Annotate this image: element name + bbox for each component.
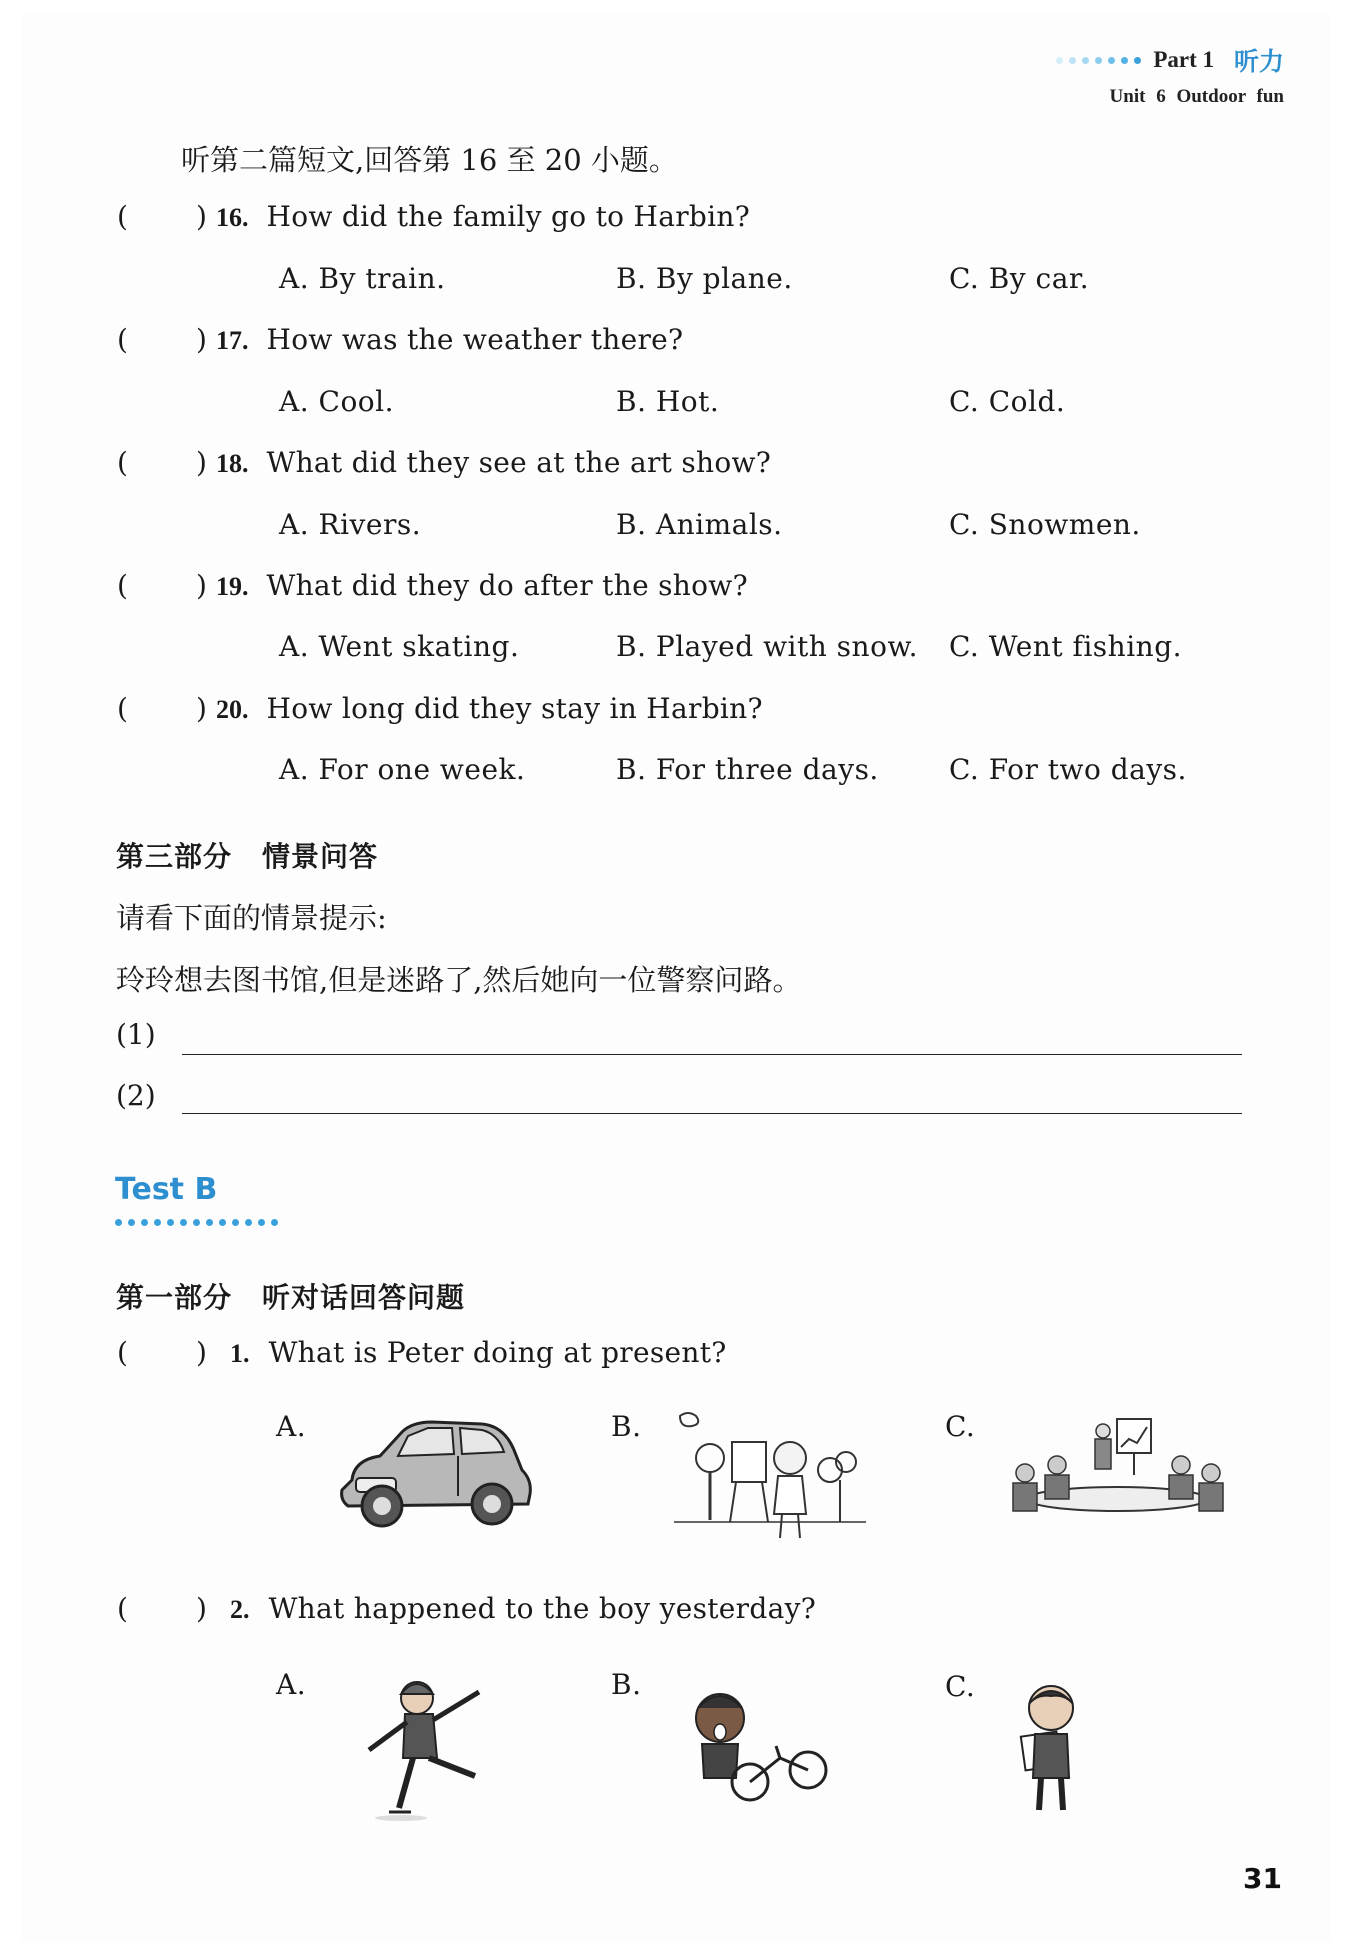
question-number: 16. bbox=[216, 203, 249, 232]
option-c[interactable]: C. Went fishing. bbox=[949, 630, 1183, 663]
option-b[interactable]: B. By plane. bbox=[616, 262, 793, 295]
answer-line-2[interactable] bbox=[182, 1113, 1242, 1114]
option-a[interactable]: A. Rivers. bbox=[279, 508, 422, 541]
option-c[interactable]: C. Snowmen. bbox=[949, 508, 1141, 541]
question-number: 18. bbox=[216, 449, 249, 478]
painting-picture[interactable] bbox=[670, 1410, 870, 1550]
header-section: 听力 bbox=[1233, 47, 1284, 76]
test-b-part1-label: 第一部分 bbox=[116, 1281, 233, 1314]
test-b-part1-heading bbox=[116, 1276, 465, 1316]
option-label-a: A. bbox=[276, 1668, 307, 1701]
question-17 bbox=[216, 323, 683, 356]
test-b-title: Test B bbox=[115, 1172, 218, 1207]
header-unit bbox=[1056, 86, 1284, 108]
page-header bbox=[1056, 42, 1284, 108]
question-16 bbox=[216, 200, 750, 233]
option-c[interactable]: C. For two days. bbox=[949, 753, 1187, 786]
reading-boy-picture[interactable] bbox=[1005, 1678, 1095, 1818]
option-label-b: B. bbox=[611, 1668, 642, 1701]
question-text: How was the weather there? bbox=[266, 323, 684, 356]
option-label-c: C. bbox=[945, 1410, 976, 1443]
car-picture[interactable] bbox=[332, 1410, 542, 1530]
option-a[interactable]: A. For one week. bbox=[279, 753, 526, 786]
part3-prompt: 请看下面的情景提示: bbox=[116, 901, 387, 935]
question-19 bbox=[216, 569, 748, 602]
answer-bracket[interactable]: ( ) bbox=[117, 569, 207, 602]
question-text: What happened to the boy yesterday? bbox=[268, 1592, 817, 1625]
question-text: What is Peter doing at present? bbox=[268, 1336, 727, 1369]
option-label-c: C. bbox=[945, 1670, 976, 1703]
option-label-a: A. bbox=[276, 1410, 307, 1443]
answer-bracket[interactable]: ( ) bbox=[117, 1336, 207, 1369]
bike-fall-picture[interactable] bbox=[680, 1678, 830, 1818]
option-label-b: B. bbox=[611, 1410, 642, 1443]
question-text: What did they do after the show? bbox=[266, 569, 748, 602]
blank-label-1: (1) bbox=[116, 1018, 156, 1051]
question-20 bbox=[216, 692, 763, 725]
test-b-part1-title: 听对话回答问题 bbox=[262, 1281, 466, 1314]
blank-label-2: (2) bbox=[116, 1079, 156, 1112]
page-number: 31 bbox=[1243, 1862, 1282, 1895]
test-b-q1 bbox=[230, 1336, 727, 1369]
unit-title: Outdoor fun bbox=[1176, 86, 1284, 107]
question-number: 2. bbox=[230, 1595, 250, 1624]
question-number: 19. bbox=[216, 572, 249, 601]
skating-boy-picture[interactable] bbox=[355, 1672, 495, 1822]
answer-line-1[interactable] bbox=[182, 1054, 1242, 1055]
part3-scenario: 玲玲想去图书馆,但是迷路了,然后她向一位警察问路。 bbox=[116, 963, 802, 997]
option-a[interactable]: A. By train. bbox=[279, 262, 446, 295]
option-a[interactable]: A. Cool. bbox=[279, 385, 395, 418]
question-number: 20. bbox=[216, 695, 249, 724]
option-b[interactable]: B. Hot. bbox=[616, 385, 720, 418]
part3-label: 第三部分 bbox=[116, 840, 233, 873]
unit-number: Unit 6 bbox=[1109, 86, 1166, 107]
question-text: How did the family go to Harbin? bbox=[266, 200, 751, 233]
option-c[interactable]: C. Cold. bbox=[949, 385, 1066, 418]
option-b[interactable]: B. For three days. bbox=[616, 753, 879, 786]
question-text: How long did they stay in Harbin? bbox=[266, 692, 763, 725]
question-18 bbox=[216, 446, 771, 479]
question-text: What did they see at the art show? bbox=[266, 446, 772, 479]
listening-intro: 听第二篇短文,回答第 16 至 20 小题。 bbox=[181, 143, 678, 177]
answer-bracket[interactable]: ( ) bbox=[117, 200, 207, 233]
option-a[interactable]: A. Went skating. bbox=[279, 630, 520, 663]
option-c[interactable]: C. By car. bbox=[949, 262, 1090, 295]
header-dots bbox=[1056, 57, 1141, 64]
answer-bracket[interactable]: ( ) bbox=[117, 692, 207, 725]
answer-bracket[interactable]: ( ) bbox=[117, 323, 207, 356]
question-number: 17. bbox=[216, 326, 249, 355]
part3-heading bbox=[116, 835, 378, 875]
option-b[interactable]: B. Animals. bbox=[616, 508, 783, 541]
test-b-dots bbox=[115, 1219, 278, 1226]
option-b[interactable]: B. Played with snow. bbox=[616, 630, 918, 663]
question-number: 1. bbox=[230, 1339, 250, 1368]
test-b-q2 bbox=[230, 1592, 816, 1625]
header-part: Part 1 bbox=[1153, 47, 1214, 72]
part3-title: 情景问答 bbox=[262, 840, 379, 873]
meeting-picture[interactable] bbox=[1005, 1415, 1230, 1525]
answer-bracket[interactable]: ( ) bbox=[117, 1592, 207, 1625]
answer-bracket[interactable]: ( ) bbox=[117, 446, 207, 479]
